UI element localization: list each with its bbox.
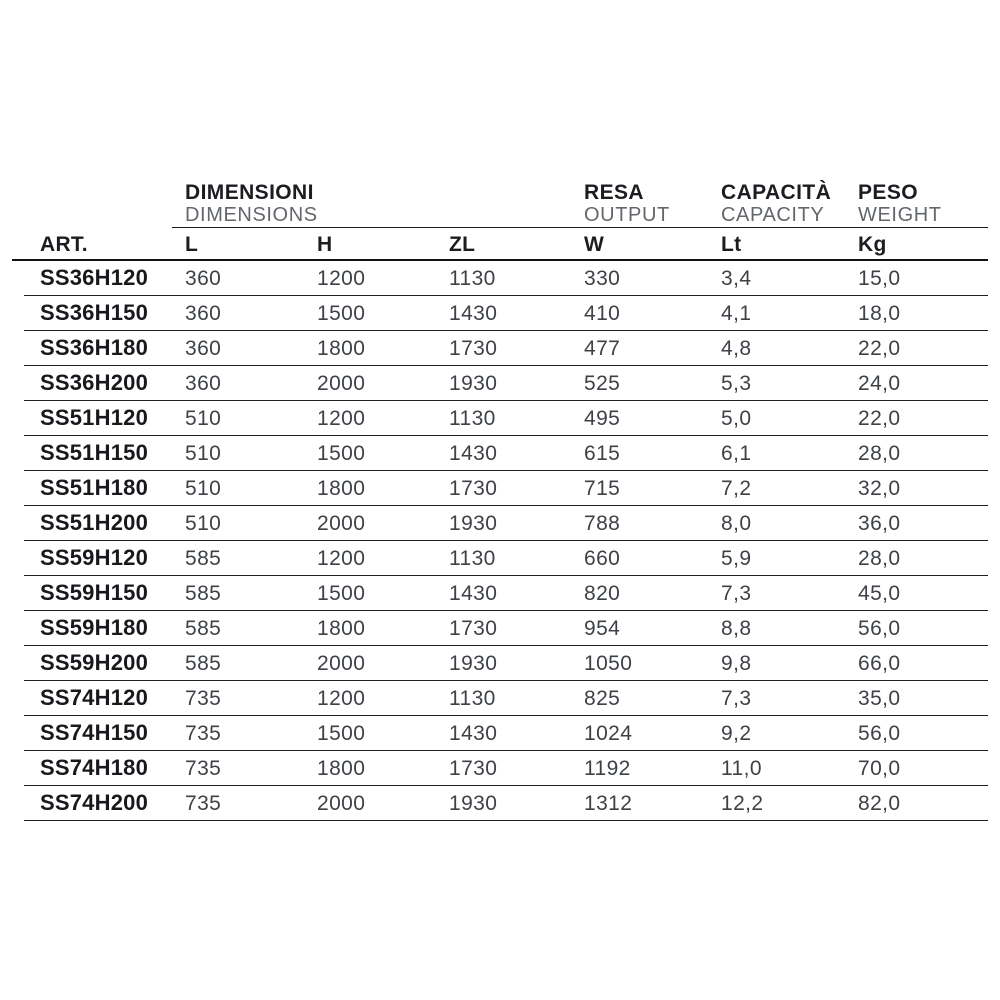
cell-l: 510 [185,476,222,500]
column-header-rule [12,259,988,261]
cell-w: 410 [584,301,621,325]
cell-l: 360 [185,371,222,395]
table-body [24,261,988,821]
cell-lt: 9,2 [721,721,752,745]
cell-lt: 5,0 [721,406,752,430]
cell-w: 954 [584,616,621,640]
cell-h: 2000 [317,651,366,675]
cell-kg: 56,0 [858,616,901,640]
cell-l: 360 [185,301,222,325]
cell-kg: 45,0 [858,581,901,605]
group-subtitle-weight: WEIGHT [858,204,942,226]
cell-w: 715 [584,476,621,500]
cell-h: 2000 [317,371,366,395]
cell-zl: 1930 [449,511,498,535]
cell-kg: 22,0 [858,336,901,360]
cell-h: 1200 [317,546,366,570]
column-header-kg: Kg [858,233,887,256]
cell-h: 1200 [317,266,366,290]
group-subtitle-output: OUTPUT [584,204,670,226]
cell-l: 510 [185,511,222,535]
cell-zl: 1430 [449,441,498,465]
cell-w: 525 [584,371,621,395]
cell-lt: 7,2 [721,476,752,500]
cell-zl: 1130 [449,686,496,710]
cell-w: 660 [584,546,621,570]
cell-l: 585 [185,581,222,605]
cell-l: 510 [185,406,222,430]
cell-lt: 3,4 [721,266,752,290]
table-row [24,716,988,751]
group-title-resa: RESA [584,181,644,204]
table-row [24,681,988,716]
cell-art: SS51H180 [40,475,149,500]
group-header-capacity [721,181,858,228]
cell-lt: 6,1 [721,441,752,465]
table-row [24,366,988,401]
cell-w: 615 [584,441,621,465]
cell-h: 1800 [317,616,366,640]
cell-kg: 36,0 [858,511,901,535]
cell-l: 585 [185,616,222,640]
table-row [24,506,988,541]
cell-kg: 22,0 [858,406,901,430]
cell-lt: 7,3 [721,581,752,605]
cell-zl: 1130 [449,406,496,430]
cell-h: 1500 [317,301,366,325]
cell-art: SS51H150 [40,440,149,465]
cell-kg: 56,0 [858,721,901,745]
cell-art: SS74H150 [40,720,149,745]
cell-lt: 5,9 [721,546,752,570]
cell-kg: 28,0 [858,441,901,465]
cell-lt: 8,0 [721,511,752,535]
group-title-peso: PESO [858,181,918,204]
group-header-weight [858,181,988,228]
cell-l: 735 [185,721,222,745]
cell-lt: 7,3 [721,686,752,710]
cell-kg: 66,0 [858,651,901,675]
column-header-l: L [185,233,199,256]
cell-zl: 1730 [449,336,498,360]
group-title-dimensioni: DIMENSIONI [185,181,314,204]
cell-h: 2000 [317,791,366,815]
cell-lt: 11,0 [721,756,762,780]
cell-l: 735 [185,791,222,815]
cell-zl: 1130 [449,266,496,290]
cell-art: SS36H150 [40,300,149,325]
column-header-zl: ZL [449,233,476,256]
cell-zl: 1430 [449,581,498,605]
column-header-w: W [584,233,605,256]
table-row [24,296,988,331]
table-row [24,646,988,681]
cell-kg: 28,0 [858,546,901,570]
cell-h: 1500 [317,581,366,605]
cell-l: 510 [185,441,222,465]
cell-art: SS74H120 [40,685,149,710]
group-header-row [24,181,988,228]
column-header-art: ART. [40,233,88,256]
cell-w: 1050 [584,651,633,675]
group-header-output [584,181,721,228]
cell-art: SS59H180 [40,615,149,640]
specification-table [24,181,988,821]
cell-h: 1200 [317,406,366,430]
column-header-lt: Lt [721,233,742,256]
table-row [24,261,988,296]
cell-art: SS36H180 [40,335,149,360]
cell-l: 585 [185,651,222,675]
cell-kg: 15,0 [858,266,901,290]
cell-l: 735 [185,756,222,780]
cell-art: SS36H200 [40,370,149,395]
group-subtitle-dimensions: DIMENSIONS [185,204,318,226]
cell-h: 1500 [317,441,366,465]
table-row [24,401,988,436]
table-row [24,576,988,611]
cell-zl: 1730 [449,476,498,500]
cell-zl: 1930 [449,651,498,675]
cell-art: SS74H180 [40,755,149,780]
cell-lt: 8,8 [721,616,752,640]
cell-w: 788 [584,511,621,535]
cell-art: SS51H120 [40,405,149,430]
cell-w: 477 [584,336,621,360]
group-header-dimensions [185,181,584,228]
column-header-h: H [317,233,333,256]
cell-kg: 82,0 [858,791,901,815]
cell-w: 1024 [584,721,633,745]
cell-l: 735 [185,686,222,710]
table-row [24,786,988,821]
cell-h: 1800 [317,756,366,780]
cell-l: 585 [185,546,222,570]
cell-zl: 1430 [449,301,498,325]
cell-h: 1200 [317,686,366,710]
cell-art: SS74H200 [40,790,149,815]
group-title-capacita: CAPACITÀ [721,181,832,204]
table-row [24,471,988,506]
cell-h: 2000 [317,511,366,535]
cell-kg: 35,0 [858,686,901,710]
cell-w: 825 [584,686,621,710]
cell-zl: 1730 [449,616,498,640]
cell-art: SS36H120 [40,265,149,290]
cell-lt: 5,3 [721,371,752,395]
cell-kg: 70,0 [858,756,901,780]
cell-kg: 18,0 [858,301,901,325]
cell-h: 1800 [317,476,366,500]
cell-zl: 1130 [449,546,496,570]
cell-zl: 1430 [449,721,498,745]
cell-w: 1312 [584,791,633,815]
cell-l: 360 [185,266,222,290]
group-subtitle-capacity: CAPACITY [721,204,825,226]
cell-kg: 24,0 [858,371,901,395]
cell-w: 330 [584,266,621,290]
cell-lt: 9,8 [721,651,752,675]
cell-h: 1500 [317,721,366,745]
cell-l: 360 [185,336,222,360]
table-row [24,541,988,576]
cell-w: 820 [584,581,621,605]
table-row [24,436,988,471]
cell-lt: 12,2 [721,791,764,815]
table-row [24,331,988,366]
cell-kg: 32,0 [858,476,901,500]
cell-art: SS59H120 [40,545,149,570]
cell-h: 1800 [317,336,366,360]
cell-art: SS59H200 [40,650,149,675]
column-header-row [24,228,988,261]
cell-lt: 4,8 [721,336,752,360]
cell-art: SS59H150 [40,580,149,605]
table-row [24,611,988,646]
cell-zl: 1930 [449,371,498,395]
cell-w: 1192 [584,756,631,780]
cell-lt: 4,1 [721,301,752,325]
cell-zl: 1730 [449,756,498,780]
cell-zl: 1930 [449,791,498,815]
table-row [24,751,988,786]
cell-art: SS51H200 [40,510,149,535]
cell-w: 495 [584,406,621,430]
